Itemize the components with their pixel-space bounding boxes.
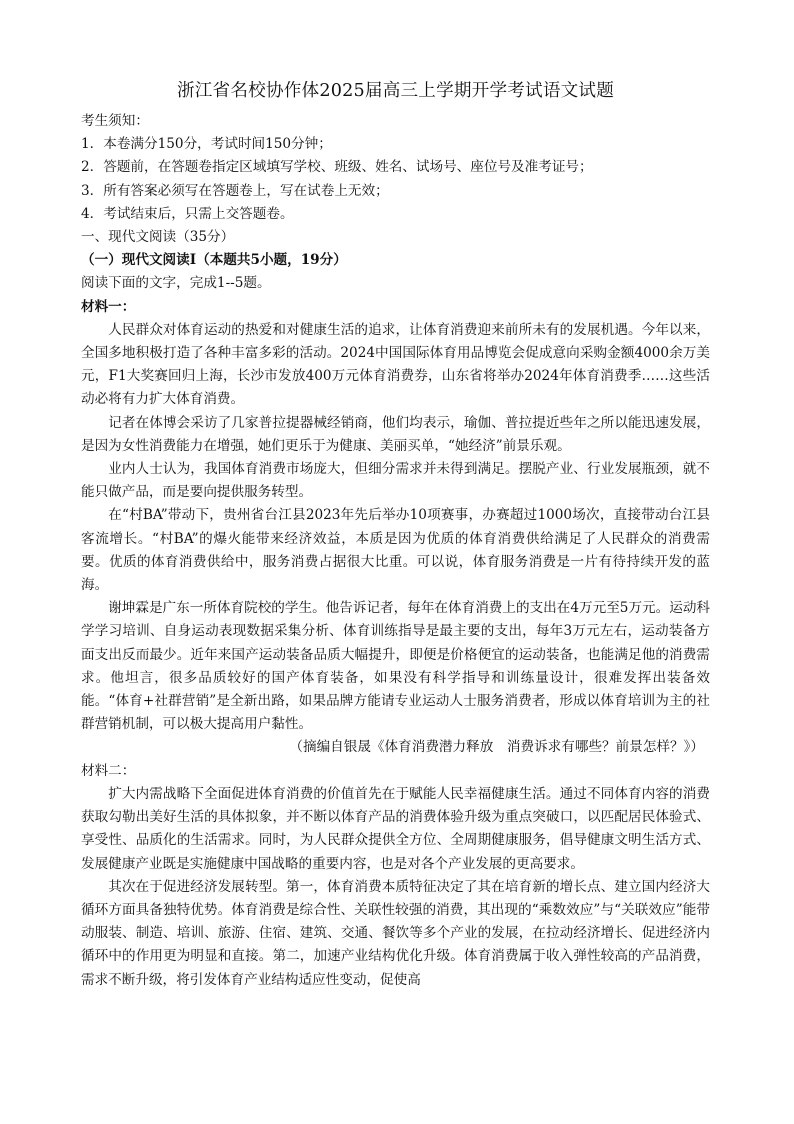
notice-item: 2．答题前，在答题卷指定区域填写学校、班级、姓名、试场号、座位号及准考证号； bbox=[81, 159, 593, 176]
section-instruction: 阅读下面的文字，完成1--5题。 bbox=[81, 275, 271, 292]
notice-heading: 考生须知： bbox=[81, 113, 149, 129]
notice-item: 1．本卷满分150分，考试时间150分钟； bbox=[81, 136, 332, 153]
material-two-label: 材料二： bbox=[81, 762, 136, 779]
exam-title: 浙江省名校协作体2025届高三上学期开学考试语文试题 bbox=[176, 81, 615, 101]
material-two bbox=[81, 760, 710, 992]
material-one-paragraph: 谢坤霖是广东一所体育院校的学生。他告诉记者，每年在体育消费上的支出在4万元至5万元。运动科学学习培训、自身运动表现数据采集分析、体育训练指导是最主要的支出，每年3万元左右，运动装备方面支出反而最少。近年来国产运动装备品质大幅提升，即便是价格便宜的运动装备，也能满足他的消费需求。他坦言，很多品质较好的国产体育装备，如果没有科学指导和训练量设计，很难发挥出装备效能。“体育+社群营销”是全新出路，如果品牌方能请专业运动人士服务消费者，形成以体育培训为主的社群营销机制，可以极大提高用户黏性。 bbox=[81, 600, 711, 733]
notice-item: 4．考试结束后，只需上交答题卷。 bbox=[81, 205, 294, 222]
section-subheading: （一）现代文阅读Ⅰ（本题共5小题，19分） bbox=[81, 252, 347, 269]
notice-item: 3．所有答案必须写在答题卷上，写在试卷上无效； bbox=[81, 182, 389, 199]
material-two-paragraph: 扩大内需战略下全面促进体育消费的价值首先在于赋能人民幸福健康生活。通过不同体育内容的消费获取勾勒出美好生活的具体拟象，并不断以体育产品的消费体验升级为重点突破口，以匹配居民体验式、享受性、品质化的生活需求。同时，为人民群众提供全方位、全周期健康服务，倡导健康文明生活方式、发展健康产业既是实施健康中国战略的重要内容，也是对各个产业发展的更高要求。 bbox=[81, 785, 710, 872]
material-two-paragraph: 其次在于促进经济发展转型。第一，体育消费本质特征决定了其在培育新的增长点、建立国内经济大循环方面具备独特优势。体育消费是综合性、关联性较强的消费，其出现的“乘数效应”与“关联效应”能带动服装、制造、培训、旅游、住宿、建筑、交通、餐饮等多个产业的发展，在拉动经济增长、促进经济内循环中的作用更为明显和直接。第二，加速产业结构优化升级。体育消费属于收入弹性较高的产品消费，需求不断升级，将引发体育产业结构适应性变动，促使高 bbox=[81, 878, 710, 988]
material-one-paragraph: 人民群众对体育运动的热爱和对健康生活的追求，让体育消费迎来前所未有的发展机遇。今年以来，全国多地积极打造了各种丰富多彩的活动。2024中国国际体育用品博览会促成意向采购金额4000余万美元，F1大奖赛回归上海，长沙市发放400万元体育消费券，山东省将举办2024年体育消费季……这些活动必将有力扩大体育消费。 bbox=[81, 321, 710, 408]
material-one bbox=[81, 296, 710, 760]
section-heading: 一、现代文阅读（35分） bbox=[81, 229, 235, 246]
material-one-source: （摘编自银晟《体育消费潜力释放 消费诉求有哪些？前景怎样？》） bbox=[289, 739, 704, 756]
material-one-paragraph: 业内人士认为，我国体育消费市场庞大，但细分需求并未得到满足。摆脱产业、行业发展瓶颈，就不能只做产品，而是要向提供服务转型。 bbox=[81, 461, 710, 501]
section-header bbox=[81, 226, 710, 296]
material-one-paragraph: 在“村BA”带动下，贵州省台江县2023年先后举办10项赛事，办赛超过1000场次，直接带动台江县客流增长。“村BA”的爆火能带来经济效益，本质是因为优质的体育消费供给满足了人民群众的消费需要。优质的体育消费供给中，服务消费占据很大比重。可以说，体育服务消费是一片有待持续开发的蓝海。 bbox=[81, 507, 710, 594]
material-one-label: 材料一： bbox=[81, 298, 136, 315]
notice-block bbox=[81, 110, 710, 226]
material-one-paragraph: 记者在体博会采访了几家普拉提器械经销商，他们均表示，瑜伽、普拉提近些年之所以能迅速发展，是因为女性消费能力在增强，她们更乐于为健康、美丽买单，“她经济”前景乐观。 bbox=[81, 414, 710, 454]
